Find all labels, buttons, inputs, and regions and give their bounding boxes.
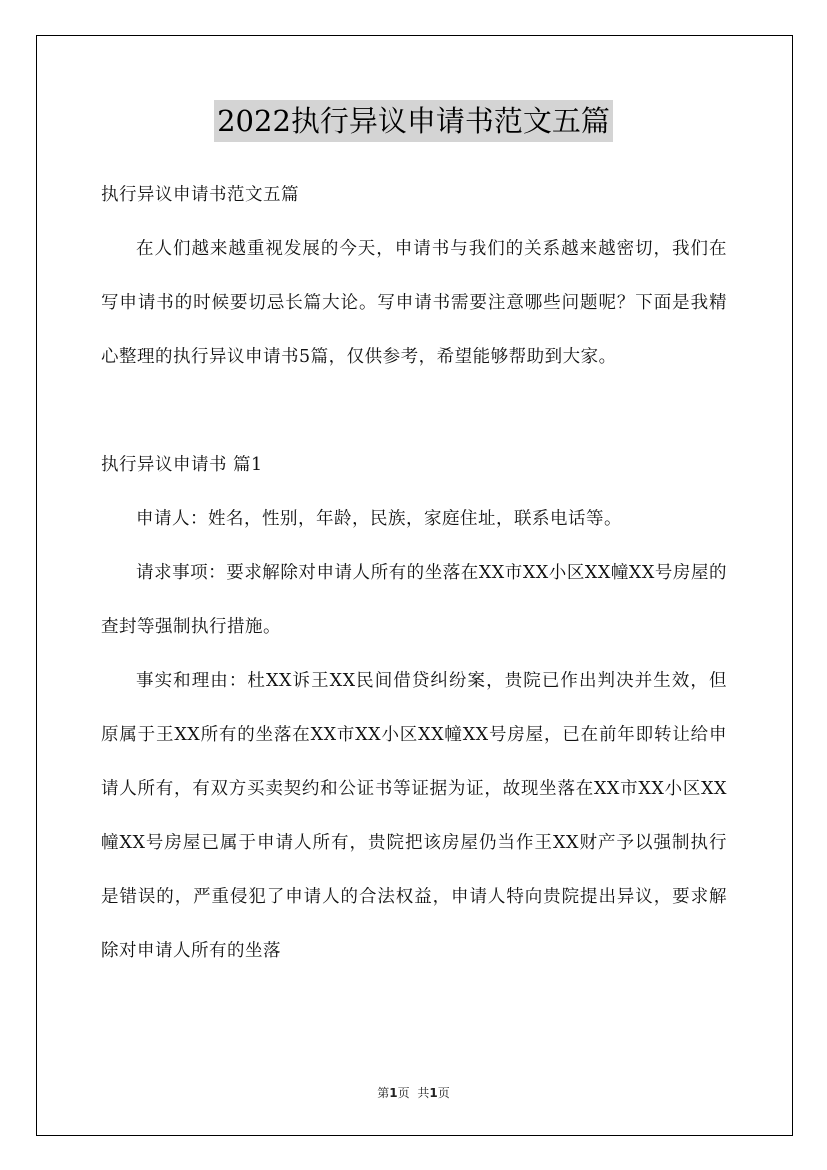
total-pages: 1	[429, 1086, 438, 1100]
page-suffix: 页	[397, 1086, 410, 1100]
page-prefix: 第	[377, 1086, 390, 1100]
facts-paragraph: 事实和理由：杜XX诉王XX民间借贷纠纷案，贵院已作出判决并生效，但原属于王XX所有的坐落在XX市XX小区XX幢XX号房屋，已在前年即转让给申请人所有，有双方买卖契约和公证书等证据为证，故现坐落在XX市XX小区XX幢XX号房屋已属于申请人所有，贵院把该房屋仍当作王XX财产予以强制执行是错误的，严重侵犯了申请人的合法权益，申请人特向贵院提出异议，要求解除对申请人所有的坐落	[101, 671, 727, 961]
page-number: 1	[389, 1086, 398, 1100]
document-body	[101, 168, 727, 978]
applicant-line: 申请人：姓名，性别，年龄，民族，家庭住址，联系电话等。	[136, 509, 622, 529]
title-container	[0, 100, 827, 142]
page-footer	[0, 1084, 827, 1101]
section-heading: 执行异议申请书 篇1	[101, 455, 263, 475]
document-title: 2022执行异议申请书范文五篇	[214, 100, 613, 142]
intro-paragraph: 在人们越来越重视发展的今天，申请书与我们的关系越来越密切，我们在写申请书的时候要切忌长篇大论。写申请书需要注意哪些问题呢？下面是我精心整理的执行异议申请书5篇，仅供参考，希望能够帮助到大家。	[101, 239, 727, 367]
total-prefix: 共	[417, 1086, 430, 1100]
request-paragraph: 请求事项：要求解除对申请人所有的坐落在XX市XX小区XX幢XX号房屋的查封等强制执行措施。	[101, 563, 727, 637]
total-suffix: 页	[437, 1086, 450, 1100]
section-spacer	[101, 384, 727, 438]
document-subtitle: 执行异议申请书范文五篇	[101, 185, 299, 205]
